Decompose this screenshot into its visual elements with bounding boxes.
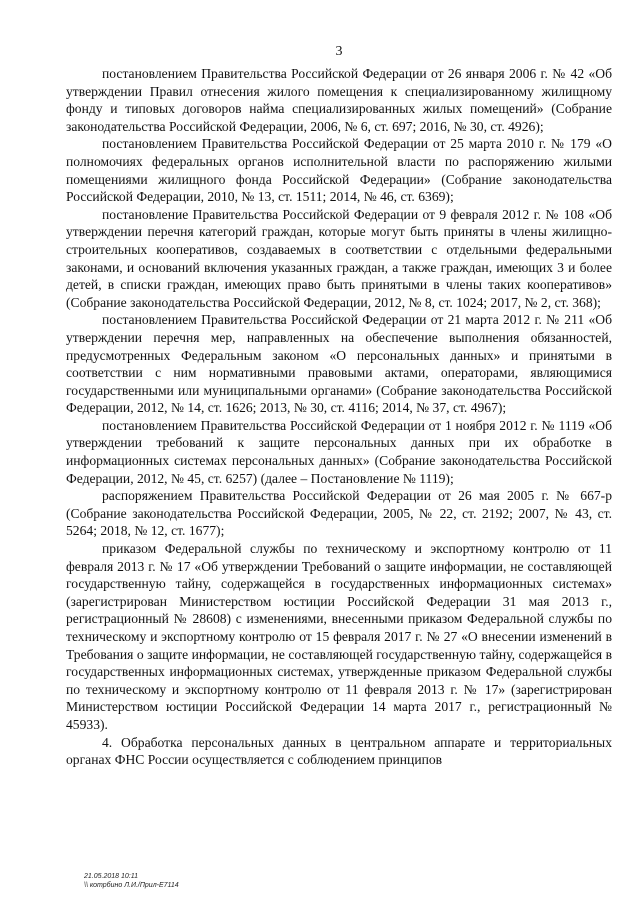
paragraph-decree-1119: постановлением Правительства Российской Федерации от 1 ноября 2012 г. № 1119 «Об утверждении требований к защите персональных данных при их обработке в информационных системах персональных данных» (Собрание законодательства Российской Федерации, 2012, № 45, ст. 6257) (далее – Постановление № 1119); — [66, 417, 612, 486]
page-number: 3 — [335, 44, 343, 59]
footer-date: 21.05.2018 10:11 — [84, 873, 138, 880]
paragraph-decree-108: постановление Правительства Российской Федерации от 9 февраля 2012 г. № 108 «Об утверждении перечня категорий граждан, которые могут быть приняты в члены жилищно-строительных кооперативов, создаваемых в соответствии с отдельными федеральными законами, и оснований включения указанных граждан, а также граждан, имеющих 3 и более детей, в списки граждан, имеющих право быть принятыми в члены таких кооперативов» (Собрание законодательства Российской Федерации, 2012, № 8, ст. 1024; 2017, № 2, ст. 368); — [66, 206, 612, 310]
document-footer — [84, 872, 179, 890]
paragraph-decree-42: постановлением Правительства Российской Федерации от 26 января 2006 г. № 42 «Об утверждении Правил отнесения жилого помещения к специализированному жилищному фонду и типовых договоров найма специализированных жилых помещений» (Собрание законодательства Российской Федерации, 2006, № 6, ст. 697; 2016, № 30, ст. 4926); — [66, 66, 612, 134]
paragraph-decree-179: постановлением Правительства Российской Федерации от 25 марта 2010 г. № 179 «О полномочиях федеральных органов исполнительной власти по распоряжению жилыми помещениями жилищного фонда Российской Федерации» (Собрание законодательства Российской Федерации, 2010, № 13, ст. 1511; 2014, № 46, ст. 6369); — [66, 136, 612, 205]
paragraph-decree-211: постановлением Правительства Российской Федерации от 21 марта 2012 г. № 211 «Об утверждении перечня мер, направленных на обеспечение выполнения обязанностей, предусмотренных Федеральным законом «О персональных данных» и принятыми в соответствии с ним нормативными правовыми актами, операторами, являющимися государственными или муниципальными органами» (Собрание законодательства Российской Федерации, 2012, № 14, ст. 1626; 2013, № 30, ст. 4116; 2014, № 37, ст. 4967); — [66, 312, 612, 416]
paragraph-order-667r: распоряжением Правительства Российской Федерации от 26 мая 2005 г. № 667-р (Собрание законодательства Российской Федерации, 2005, № 22, ст. 2192; 2007, № 43, ст. 5264; 2018, № 12, ст. 1677); — [66, 488, 612, 539]
footer-file-path: \\ котрбино Л.И./Прил-Е7114 — [84, 882, 179, 889]
paragraph-item-4: 4. Обработка персональных данных в центральном аппарате и территориальных органах ФНС России осуществляется с соблюдением принципов — [66, 734, 612, 768]
paragraph-order-fstec-17: приказом Федеральной службы по техническому и экспортному контролю от 11 февраля 2013 г. № 17 «Об утверждении Требований о защите информации, не составляющей государственную тайну, содержащейся в государственных информационных системах» (зарегистрирован Министерством юстиции Российской Федерации 31 мая 2013 г., регистрационный № 28608) с изменениями, внесенными приказом Федеральной службы по техническому и экспортному контролю от 15 февраля 2017 г. № 27 «О внесении изменений в Требования о защите информации, не составляющей государственную тайну, содержащейся в государственных информационных системах, утвержденные приказом Федеральной службы по техническому и экспортному контролю от 11 февраля 2013 г. № 17» (зарегистрирован Министерством юстиции Российской Федерации 14 марта 2017 г., регистрационный № 45933). — [66, 541, 612, 732]
